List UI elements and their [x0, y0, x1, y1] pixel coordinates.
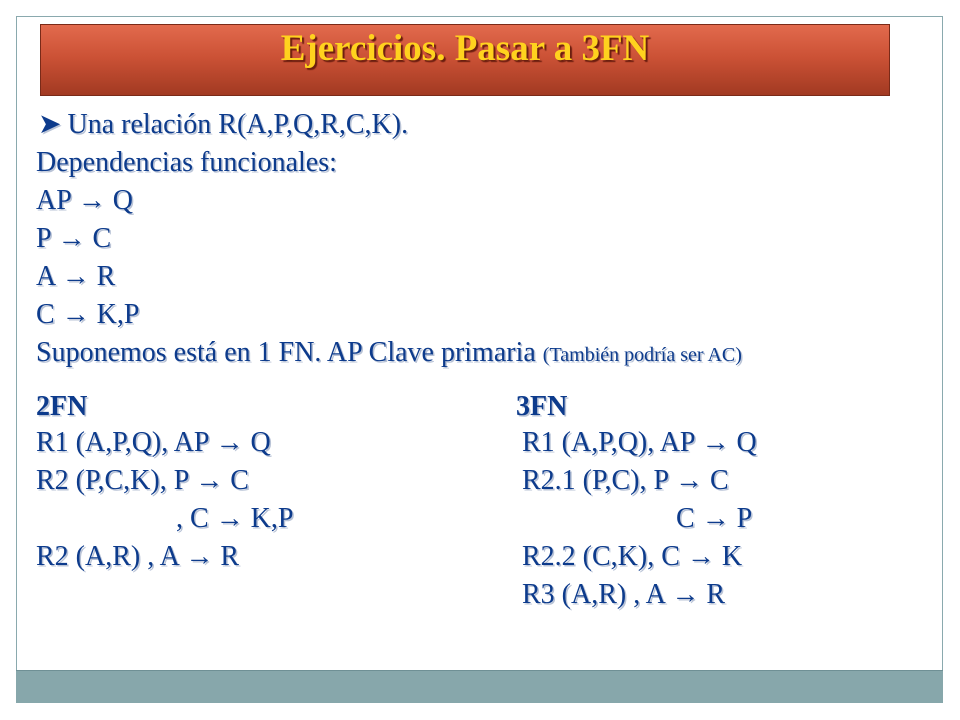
assumption-line	[36, 338, 742, 370]
line-3fn: R3 (A,R) , A → R	[522, 579, 726, 610]
dep-line: P → C	[36, 223, 112, 254]
footer-band	[16, 670, 943, 703]
slide-title: Ejercicios. Pasar a 3FN	[280, 27, 650, 69]
relation-line	[38, 110, 408, 140]
line-3fn: R2.1 (P,C), P → C	[522, 465, 729, 496]
dep-line: C → K,P	[36, 299, 140, 330]
title-bar	[40, 24, 890, 96]
line-2fn: , C → K,P	[176, 503, 294, 534]
line-2fn: R1 (A,P,Q), AP → Q	[36, 427, 271, 458]
arrow-bullet-icon: ➤	[38, 109, 62, 140]
line-3fn: R1 (A,P,Q), AP → Q	[522, 427, 757, 458]
relation-text: Una relación R(A,P,Q,R,C,K).	[67, 109, 409, 140]
deps-heading: Dependencias funcionales:	[36, 147, 337, 178]
line-3fn: R2.2 (C,K), C → K	[522, 541, 743, 572]
line-2fn: R2 (P,C,K), P → C	[36, 465, 249, 496]
heading-3fn: 3FN	[516, 391, 568, 422]
line-3fn: C → P	[676, 503, 753, 534]
assumption-text: Suponemos está en 1 FN. AP Clave primaria	[36, 337, 543, 368]
dep-line: AP → Q	[36, 185, 133, 216]
dep-line: A → R	[36, 261, 116, 292]
assumption-note: (También podría ser AC)	[542, 344, 742, 366]
line-2fn: R2 (A,R) , A → R	[36, 541, 240, 572]
heading-2fn: 2FN	[36, 391, 88, 422]
